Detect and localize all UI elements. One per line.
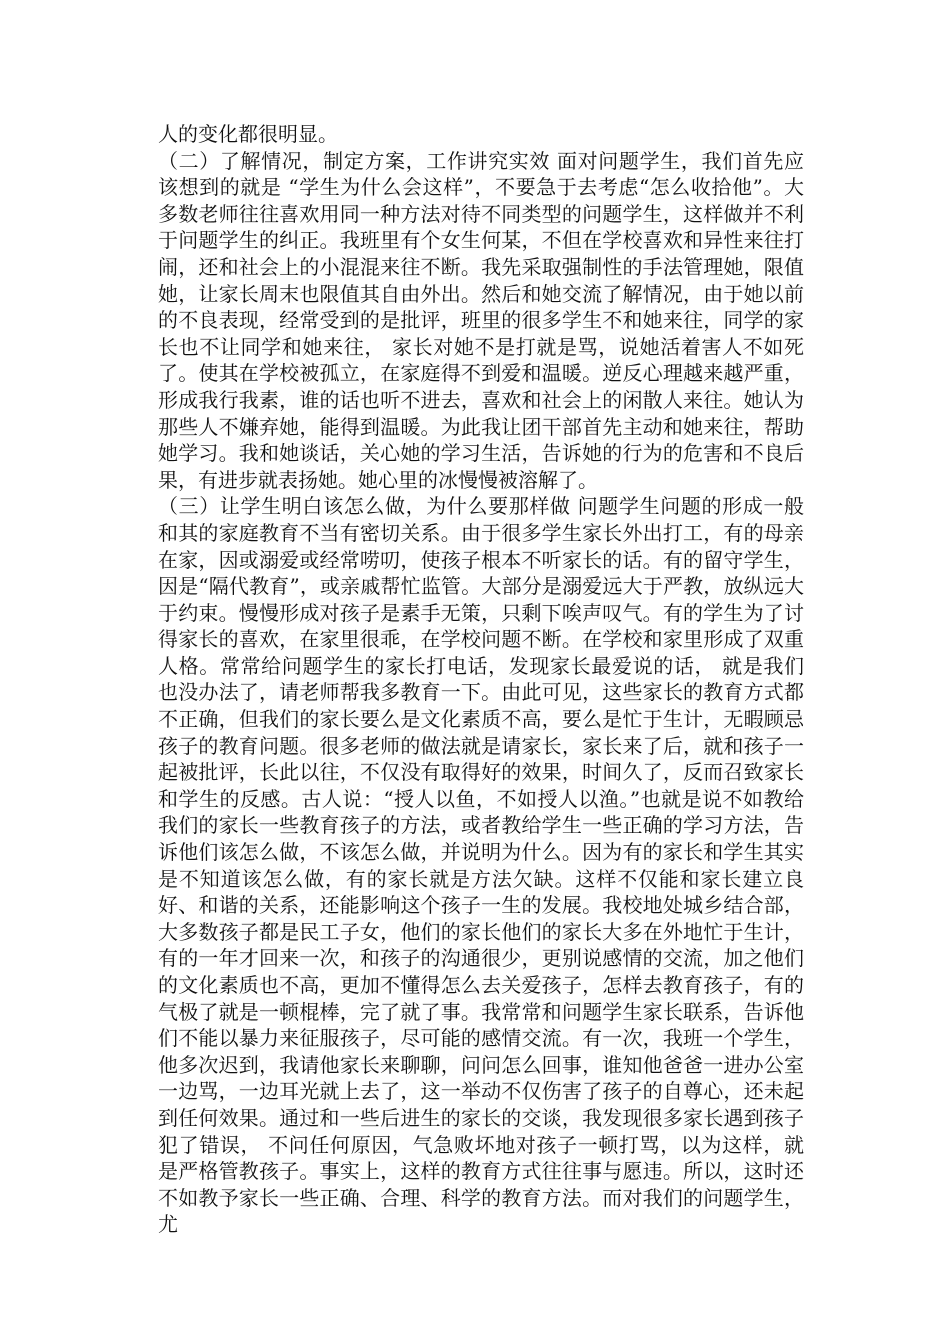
paragraph-continuation: 人的变化都很明显。 <box>158 122 338 146</box>
paragraph-section-three: （三）让学生明白该怎么做，为什么要那样做 问题学生问题的形成一般和其的家庭教育不当有密切关系。由于很多学生家长外出打工，有的母亲在家，因或溺爱或经常唠叨，使孩子根本不听家长的话。有的留守学生，因是“隔代教育”，或亲戚帮忙监管。大部分是溺爱远大于严教，放纵远大于约束。慢慢形成对孩子是素手无策，只剩下唉声叹气。有的学生为了讨得家长的喜欢，在家里很乖，在学校问题不断。在学校和家里形成了双重人格。常常给问题学生的家长打电话，发现家长最爱说的话， 就是我们也没办法了，请老师帮我多教育一下。由此可见，这些家长的教育方式都不正确，但我们的家长要么是文化素质不高，要么是忙于生计，无暇顾忌孩子的教育问题。很多老师的做法就是请家长，家长来了后，就和孩子一起被批评，长此以往，不仅没有取得好的效果，时间久了，反而召致家长和学生的反感。古人说：“授人以鱼，不如授人以渔。”也就是说不如教给我们的家长一些教育孩子的方法，或者教给学生一些正确的学习方法，告诉他们该怎么做，不该怎么做，并说明为什么。因为有的家长和学生其实是不知道该怎么做，有的家长就是方法欠缺。这样不仅能和家长建立良好、和谐的关系，还能影响这个孩子一生的发展。我校地处城乡结合部，大多数孩子都是民工子女，他们的家长他们的家长大多在外地忙于生计，有的一年才回来一次，和孩子的沟通很少，更别说感情的交流，加之他们的文化素质也不高，更加不懂得怎么去关爱孩子，怎样去教育孩子，有的气极了就是一顿棍棒，完了就了事。我常常和问题学生家长联系，告诉他们不能以暴力来征服孩子，尽可能的感情交流。有一次，我班一个学生，他多次迟到，我请他家长来聊聊，问问怎么回事，谁知他爸爸一进办公室一边骂，一边耳光就上去了，这一举动不仅伤害了孩子的自尊心，还未起到任何效果。通过和一些后进生的家长的交谈，我发现很多家长遇到孩子犯了错误， 不问任何原因，气急败坏地对孩子一顿打骂，以为这样，就是严格管教孩子。事实上，这样的教育方式往往事与愿违。所以，这时还不如教予家长一些正确、合理、科学的教育方法。而对我们的问题学生，尤 <box>158 494 804 1237</box>
paragraph-section-two: （二）了解情况，制定方案，工作讲究实效 面对问题学生，我们首先应该想到的就是 “学生为什么会这样”，不要急于去考虑“怎么收拾他”。大多数老师往往喜欢用同一种方法对待不同类型的问题学生，这样做并不利于问题学生的纠正。我班里有个女生何某，不但在学校喜欢和异性来往打闹，还和社会上的小混混来往不断。我先采取强制性的手法管理她，限值她，让家长周末也限值其自由外出。然后和她交流了解情况，由于她以前的不良表现，经常受到的是批评，班里的很多学生不和她来往，同学的家长也不让同学和她来往， 家长对她不是打就是骂，说她活着害人不如死了。使其在学校被孤立，在家庭得不到爱和温暖。逆反心理越来越严重，形成我行我素，谁的话也听不进去，喜欢和社会上的闲散人来往。她认为那些人不嫌弃她，能得到温暖。为此我让团干部首先主动和她来往，帮助她学习。我和她谈话，关心她的学习生活，告诉她的行为的危害和不良后果，有进步就表扬她。她心里的冰慢慢被溶解了。 <box>158 148 804 492</box>
document-body <box>158 121 804 1238</box>
